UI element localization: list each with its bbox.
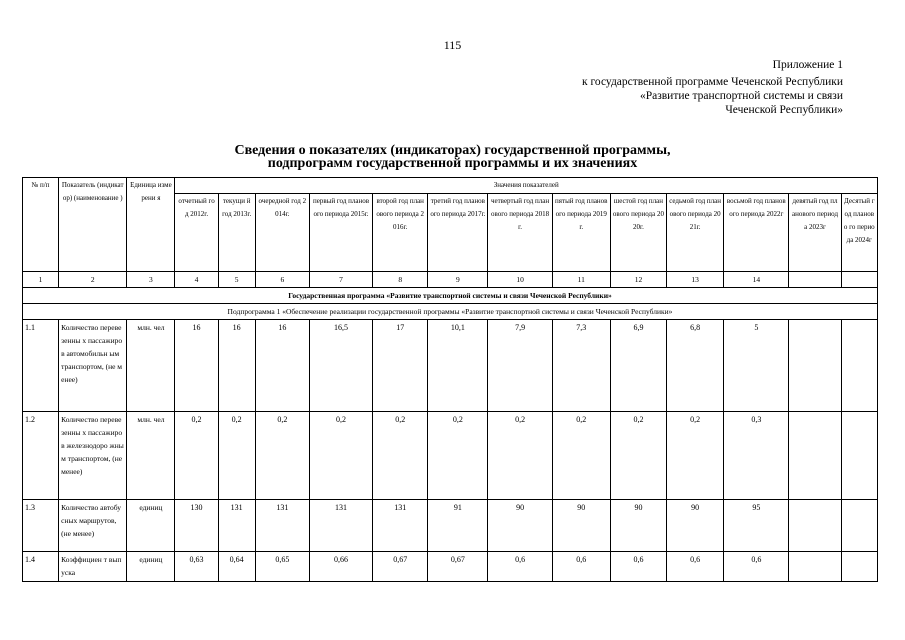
- value-cell: [789, 412, 841, 500]
- value-cell: 130: [175, 500, 218, 552]
- value-cell: 0,6: [610, 552, 666, 582]
- column-number: 7: [309, 272, 372, 288]
- value-cell: 0,2: [309, 412, 372, 500]
- subprogram-row: [23, 304, 878, 320]
- column-number: 14: [724, 272, 789, 288]
- table-row: [23, 320, 878, 412]
- value-cell: [841, 552, 877, 582]
- value-cell: [841, 412, 877, 500]
- value-cell: 16: [175, 320, 218, 412]
- indicator-name: Коэффициен т выпуска: [59, 552, 127, 582]
- section-title: Государственная программа «Развитие транспортной системы и связи Чеченской Республики»: [23, 288, 878, 304]
- table-row: [23, 412, 878, 500]
- value-cell: 0,2: [373, 412, 428, 500]
- value-cell: 6,9: [610, 320, 666, 412]
- value-cell: 0,64: [218, 552, 255, 582]
- value-cell: [789, 500, 841, 552]
- document-title-line-1: Сведения о показателях (индикаторах) государственной программы,: [234, 143, 671, 158]
- header-year: текущи й год 2013г.: [218, 194, 255, 272]
- value-cell: 0,65: [255, 552, 309, 582]
- table-header-row: [23, 178, 878, 194]
- document-title: [0, 144, 905, 170]
- document-title-line-2: подпрограмм государственной программы и их значениях: [267, 156, 638, 171]
- header-year: первый год планового периода 2015г.: [309, 194, 372, 272]
- indicator-name: Количество перевезенны х пассажиров железнодоро жным транспортом, (не менее): [59, 412, 127, 500]
- subprogram-title: Подпрограмма 1 «Обеспечение реализации государственной программы «Развитие транспортной системы и связи Чеченской Республики»: [23, 304, 878, 320]
- value-cell: [789, 320, 841, 412]
- value-cell: 0,67: [373, 552, 428, 582]
- value-cell: 131: [373, 500, 428, 552]
- header-year: восьмой год планового периода 2022г: [724, 194, 789, 272]
- page-number: 115: [443, 38, 462, 52]
- row-number: 1.1: [23, 320, 59, 412]
- unit-cell: единиц: [127, 552, 175, 582]
- value-cell: 0,6: [724, 552, 789, 582]
- row-number: 1.2: [23, 412, 59, 500]
- unit-cell: млн. чел: [127, 320, 175, 412]
- value-cell: 16: [218, 320, 255, 412]
- header-indicator: Показатель (индикатор) (наименование ): [59, 178, 127, 272]
- header-values-group: Значения показателей: [175, 178, 878, 194]
- header-year: четвертый год планового периода 2018г.: [488, 194, 552, 272]
- value-cell: 95: [724, 500, 789, 552]
- value-cell: 17: [373, 320, 428, 412]
- header-year: Десятый год планово го периода 2024г: [841, 194, 877, 272]
- header-year: пятый год планового периода 2019г.: [552, 194, 610, 272]
- column-number: 10: [488, 272, 552, 288]
- column-number: 5: [218, 272, 255, 288]
- value-cell: 90: [552, 500, 610, 552]
- value-cell: 7,9: [488, 320, 552, 412]
- value-cell: [841, 320, 877, 412]
- column-number: 3: [127, 272, 175, 288]
- appendix-header: [582, 58, 843, 117]
- value-cell: 0,2: [218, 412, 255, 500]
- value-cell: 0,2: [175, 412, 218, 500]
- value-cell: 0,2: [255, 412, 309, 500]
- value-cell: 5: [724, 320, 789, 412]
- column-number: 1: [23, 272, 59, 288]
- indicator-name: Количество перевезенны х пассажиров автомобильн ым транспортом, (не менее): [59, 320, 127, 412]
- value-cell: 0,6: [667, 552, 724, 582]
- value-cell: 0,2: [428, 412, 488, 500]
- column-number: [841, 272, 877, 288]
- value-cell: 0,2: [667, 412, 724, 500]
- column-number: 12: [610, 272, 666, 288]
- appendix-line: «Развитие транспортной системы и связи: [639, 90, 843, 102]
- header-year: девятый год планового периода 2023г: [789, 194, 841, 272]
- value-cell: 131: [255, 500, 309, 552]
- value-cell: 0,2: [610, 412, 666, 500]
- value-cell: 0,67: [428, 552, 488, 582]
- value-cell: 0,6: [488, 552, 552, 582]
- appendix-line: к государственной программе Чеченской Республики: [582, 76, 843, 88]
- table-row: [23, 552, 878, 582]
- value-cell: [789, 552, 841, 582]
- value-cell: 90: [667, 500, 724, 552]
- value-cell: 6,8: [667, 320, 724, 412]
- row-number: 1.3: [23, 500, 59, 552]
- value-cell: 131: [309, 500, 372, 552]
- value-cell: 131: [218, 500, 255, 552]
- value-cell: 0,2: [488, 412, 552, 500]
- column-number: [789, 272, 841, 288]
- unit-cell: единиц: [127, 500, 175, 552]
- table-row: [23, 500, 878, 552]
- value-cell: [841, 500, 877, 552]
- column-number: 9: [428, 272, 488, 288]
- column-number: 8: [373, 272, 428, 288]
- header-year: шестой год планового периода 2020г.: [610, 194, 666, 272]
- column-number: 2: [59, 272, 127, 288]
- value-cell: 10,1: [428, 320, 488, 412]
- appendix-title: Приложение 1: [772, 59, 843, 71]
- value-cell: 7,3: [552, 320, 610, 412]
- value-cell: 0,3: [724, 412, 789, 500]
- header-num: № п/п: [23, 178, 59, 272]
- value-cell: 91: [428, 500, 488, 552]
- header-year: третий год планового периода 2017г.: [428, 194, 488, 272]
- value-cell: 0,66: [309, 552, 372, 582]
- header-year: очередной год 2014г.: [255, 194, 309, 272]
- header-year: отчетный год 2012г.: [175, 194, 218, 272]
- value-cell: 16: [255, 320, 309, 412]
- header-year: седьмой год планового периода 2021г.: [667, 194, 724, 272]
- row-number: 1.4: [23, 552, 59, 582]
- appendix-line: Чеченской Республики»: [725, 104, 843, 116]
- indicator-name: Количество автобусных маршрутов, (не менее): [59, 500, 127, 552]
- unit-cell: млн. чел: [127, 412, 175, 500]
- header-year: второй год планового периода 2016г.: [373, 194, 428, 272]
- column-number: 11: [552, 272, 610, 288]
- value-cell: 16,5: [309, 320, 372, 412]
- column-number: 13: [667, 272, 724, 288]
- value-cell: 0,63: [175, 552, 218, 582]
- column-number: 6: [255, 272, 309, 288]
- column-number-row: [23, 272, 878, 288]
- section-row: [23, 288, 878, 304]
- header-unit: Единица измерени я: [127, 178, 175, 272]
- value-cell: 0,2: [552, 412, 610, 500]
- value-cell: 90: [488, 500, 552, 552]
- column-number: 4: [175, 272, 218, 288]
- value-cell: 0,6: [552, 552, 610, 582]
- value-cell: 90: [610, 500, 666, 552]
- indicators-table: [22, 177, 878, 582]
